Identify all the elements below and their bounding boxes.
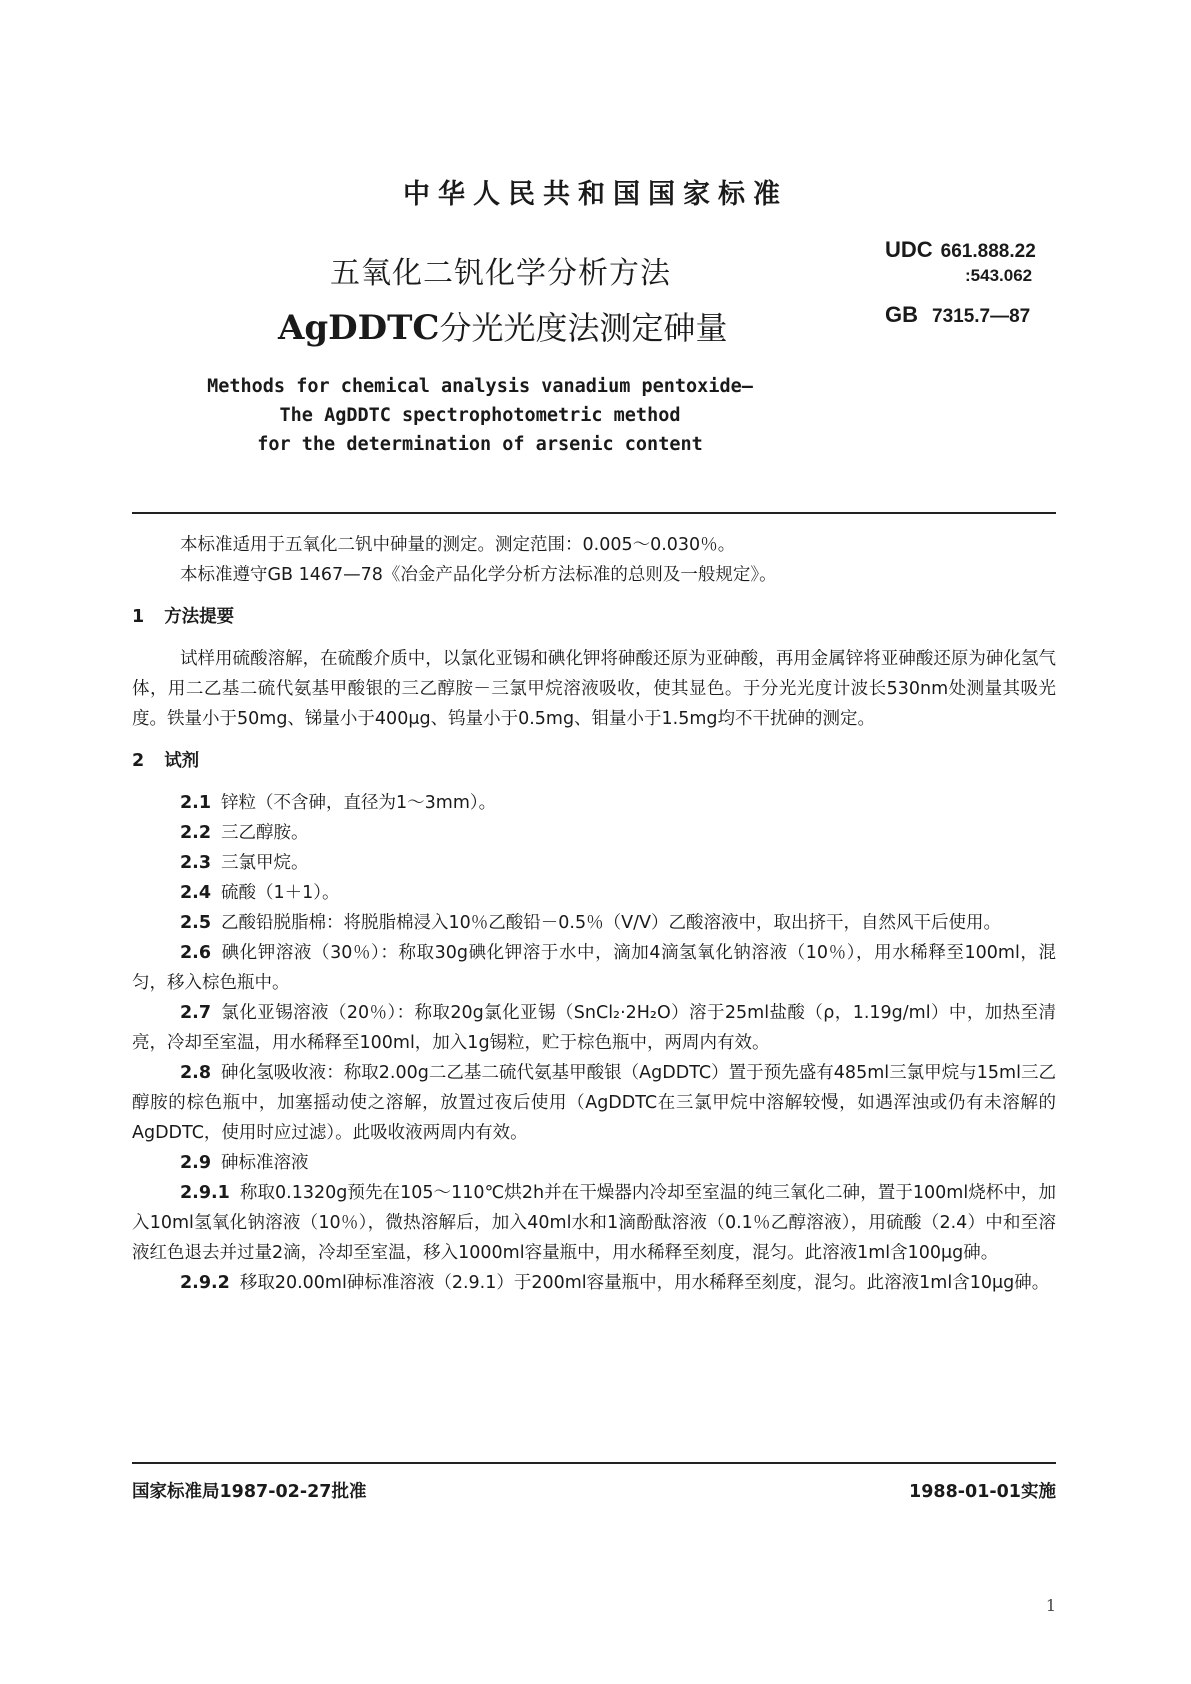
title-zh-line1: 五氧化二钒化学分析方法 bbox=[330, 256, 671, 291]
reagent-item bbox=[132, 938, 1056, 998]
title-en-line: The AgDDTC spectrophotometric method bbox=[279, 405, 681, 426]
title-zh-line2 bbox=[278, 303, 728, 349]
udc-continuation: :543.062 bbox=[965, 266, 1033, 285]
title-zh-rest: 分光光度法测定砷量 bbox=[439, 309, 728, 347]
reagent-item bbox=[132, 848, 1056, 878]
section-number: 1 bbox=[132, 607, 145, 627]
udc-label: UDC bbox=[885, 237, 933, 262]
item-text: 砷标准溶液 bbox=[221, 1153, 309, 1173]
item-text: 称取0.1320g预先在105～110℃烘2h并在干燥器内冷却至室温的纯三氧化二砷，置于100ml烧杯中，加入10ml氢氧化钠溶液（10％），微热溶解后，加入40ml水和1滴酚酞溶液（0.1％乙醇溶液），用硫酸（2.4）中和至溶液红色退去并过量2滴，冷却至室温，移入1000ml容量瓶中，用水稀释至刻度，混匀。此溶液1ml含100μg砷。 bbox=[132, 1183, 1056, 1263]
title-latin: AgDDTC bbox=[278, 308, 440, 348]
item-number: 2.9.1 bbox=[180, 1183, 230, 1203]
item-text: 移取20.00ml砷标准溶液（2.9.1）于200ml容量瓶中，用水稀释至刻度，混匀。此溶液1ml含10μg砷。 bbox=[239, 1273, 1050, 1293]
section-1-text: 试样用硫酸溶解，在硫酸介质中，以氯化亚锡和碘化钾将砷酸还原为亚砷酸，再用金属锌将亚砷酸还原为砷化氢气体，用二乙基二硫代氨基甲酸银的三乙醇胺－三氯甲烷溶液吸收，使其显色。于分光光度计波长530nm处测量其吸光度。铁量小于50mg、锑量小于400μg、钨量小于0.5mg、钼量小于1.5mg均不干扰砷的测定。 bbox=[132, 649, 1056, 729]
item-text: 三乙醇胺。 bbox=[221, 823, 309, 843]
document-body bbox=[132, 530, 1056, 1298]
intro-scope: 本标准适用于五氧化二钒中砷量的测定。测定范围：0.005～0.030％。 bbox=[180, 535, 736, 555]
reagent-item bbox=[132, 998, 1056, 1058]
reagent-item bbox=[132, 908, 1056, 938]
national-standard-heading: 中华人民共和国国家标准 bbox=[403, 179, 788, 210]
footer-divider bbox=[132, 1462, 1056, 1464]
section-1-heading bbox=[132, 602, 1056, 632]
item-text: 氯化亚锡溶液（20％）：称取20g氯化亚锡（SnCl₂·2H₂O）溶于25ml盐酸（ρ，1.19g/ml）中，加热至清亮，冷却至室温，用水稀释至100ml，加入1g锡粒，贮于棕色瓶中，两周内有效。 bbox=[132, 1003, 1056, 1053]
item-number: 2.4 bbox=[180, 883, 212, 903]
reagent-item bbox=[132, 1148, 1056, 1178]
item-number: 2.3 bbox=[180, 853, 212, 873]
gb-code bbox=[885, 302, 1030, 328]
item-text: 硫酸（1＋1）。 bbox=[221, 883, 340, 903]
intro-compliance: 本标准遵守GB 1467—78《冶金产品化学分析方法标准的总则及一般规定》。 bbox=[180, 565, 777, 585]
item-number: 2.8 bbox=[180, 1063, 212, 1083]
effective-date: 1988-01-01实施 bbox=[909, 1482, 1056, 1502]
title-en-line: for the determination of arsenic content bbox=[257, 434, 703, 455]
section-2-heading bbox=[132, 746, 1056, 776]
header-divider bbox=[132, 512, 1056, 514]
item-number: 2.5 bbox=[180, 913, 212, 933]
page-number: 1 bbox=[1045, 1596, 1056, 1615]
udc-number: 661.888.22 bbox=[940, 241, 1036, 262]
section-title: 试剂 bbox=[164, 751, 200, 771]
reagent-item bbox=[132, 788, 1056, 818]
gb-label: GB bbox=[885, 302, 918, 327]
section-title: 方法提要 bbox=[164, 607, 235, 627]
item-number: 2.6 bbox=[180, 943, 212, 963]
item-text: 锌粒（不含砷，直径为1～3mm）。 bbox=[221, 793, 497, 813]
approval-date: 国家标准局1987-02-27批准 bbox=[132, 1482, 367, 1502]
item-number: 2.1 bbox=[180, 793, 212, 813]
item-text: 碘化钾溶液（30％）：称取30g碘化钾溶于水中，滴加4滴氢氧化钠溶液（10％），用水稀释至100ml，混匀，移入棕色瓶中。 bbox=[132, 943, 1056, 993]
section-number: 2 bbox=[132, 751, 145, 771]
title-english bbox=[150, 372, 810, 459]
gb-number: 7315.7—87 bbox=[932, 306, 1031, 327]
title-en-line: Methods for chemical analysis vanadium pentoxide— bbox=[207, 376, 753, 397]
reagent-item bbox=[132, 878, 1056, 908]
item-text: 砷化氢吸收液：称取2.00g二乙基二硫代氨基甲酸银（AgDDTC）置于预先盛有485ml三氯甲烷与15ml三乙醇胺的棕色瓶中，加塞摇动使之溶解，放置过夜后使用（AgDDTC在三氯甲烷中溶解较慢，如遇浑浊或仍有未溶解的AgDDTC，使用时应过滤）。此吸收液两周内有效。 bbox=[132, 1063, 1056, 1143]
item-number: 2.9 bbox=[180, 1153, 212, 1173]
item-number: 2.9.2 bbox=[180, 1273, 230, 1293]
item-number: 2.7 bbox=[180, 1003, 212, 1023]
item-text: 三氯甲烷。 bbox=[221, 853, 309, 873]
item-text: 乙酸铅脱脂棉：将脱脂棉浸入10％乙酸铅－0.5％（V/V）乙酸溶液中，取出挤干，自然风干后使用。 bbox=[221, 913, 1001, 933]
udc-code bbox=[885, 238, 1036, 288]
reagent-item bbox=[132, 1268, 1056, 1298]
reagent-item bbox=[132, 818, 1056, 848]
reagent-item bbox=[132, 1178, 1056, 1268]
reagent-item bbox=[132, 1058, 1056, 1148]
item-number: 2.2 bbox=[180, 823, 212, 843]
